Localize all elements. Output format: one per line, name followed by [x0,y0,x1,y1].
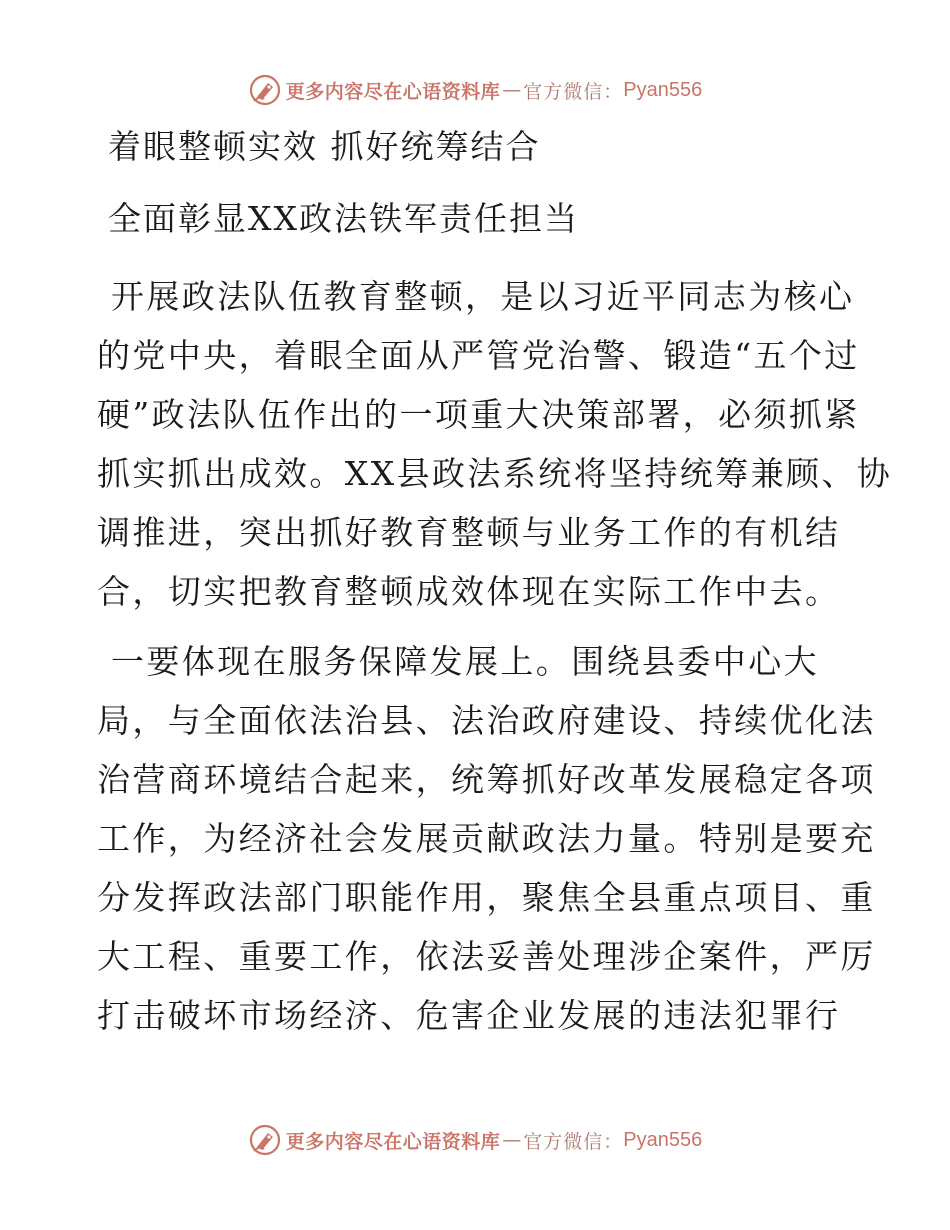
document-title-line-2: 全面彰显XX政法铁军责任担当 [108,199,579,238]
footer-watermark-banner [0,1120,950,1160]
banner-wechat-id: Pyan556 [623,1128,703,1151]
paragraph-line: 局，与全面依法治县、法治政府建设、持续优化法 [97,701,876,740]
paragraph-line: 调推进，突出抓好教育整顿与业务工作的有机结 [97,513,841,552]
banner-dash: — [502,1129,522,1151]
paragraph-line: 一要体现在服务保障发展上。围绕县委中心大 [111,642,819,681]
banner-wechat-label: 官方微信： [523,80,624,103]
banner-brand-text: 更多内容尽在心语资料库 [285,1130,501,1153]
paragraph-line: 治营商环境结合起来，统筹抓好改革发展稳定各项 [97,760,876,799]
banner-wechat-label: 官方微信： [523,1130,624,1153]
pen-nib-logo-icon [248,73,282,107]
paragraph-line: 工作，为经济社会发展贡献政法力量。特别是要充 [97,819,876,858]
paragraph-line: 的党中央，着眼全面从严管党治警、锻造“五个过 [97,336,860,375]
paragraph-service-development [97,632,876,1045]
document-title-line-1: 着眼整顿实效 抓好统筹结合 [108,127,541,166]
banner-wechat-id: Pyan556 [623,78,703,101]
paragraph-line: 合，切实把教育整顿成效体现在实际工作中去。 [97,572,841,611]
paragraph-line: 打击破坏市场经济、危害企业发展的违法犯罪行 [97,996,841,1035]
pen-nib-logo-icon [248,1123,282,1157]
paragraph-line: 大工程、重要工作，依法妥善处理涉企案件，严厉 [97,937,876,976]
paragraph-intro [97,267,893,621]
banner-brand-text: 更多内容尽在心语资料库 [285,80,501,103]
paragraph-line: 分发挥政法部门职能作用，聚焦全县重点项目、重 [97,878,876,917]
header-watermark-banner [0,70,950,110]
paragraph-line: 硬”政法队伍作出的一项重大决策部署，必须抓紧 [97,395,860,434]
banner-dash: — [502,79,522,101]
paragraph-line: 开展政法队伍教育整顿，是以习近平同志为核心 [111,277,855,316]
paragraph-line: 抓实抓出成效。XX县政法系统将坚持统筹兼顾、协 [97,454,893,493]
